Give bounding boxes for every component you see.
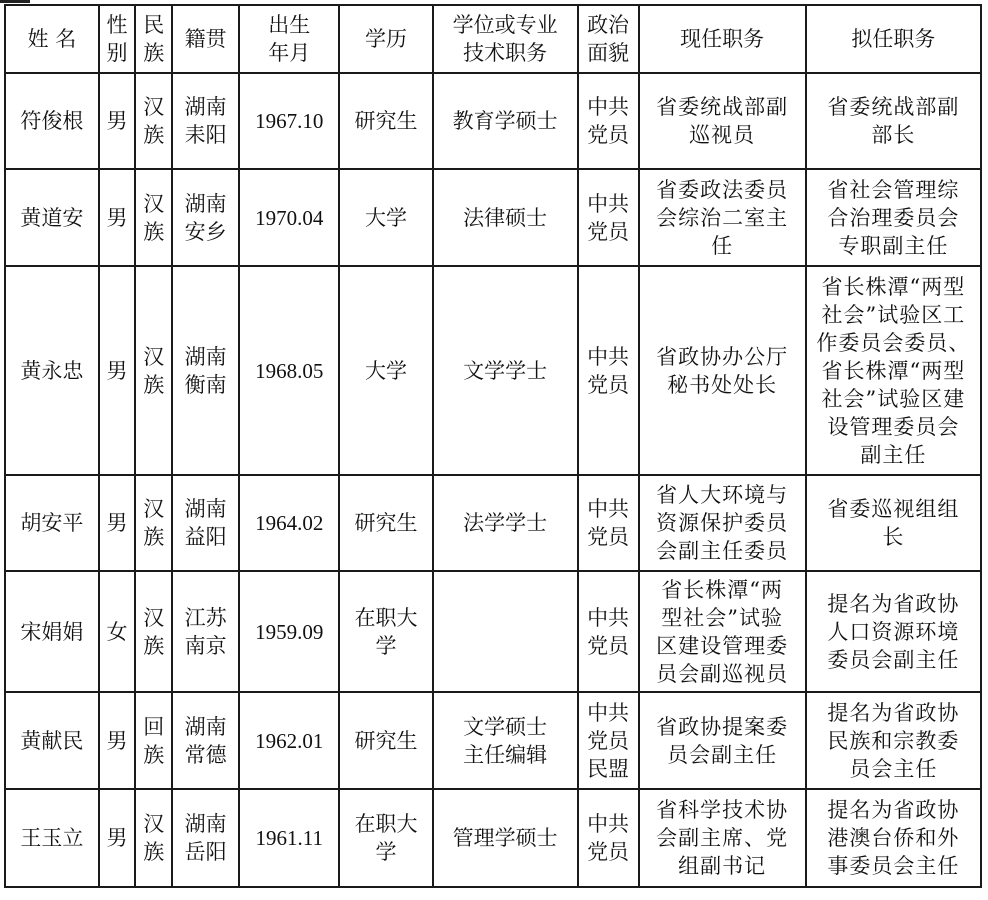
table-row: [5, 73, 981, 169]
cell-name: 黄献民: [5, 692, 99, 789]
cell-degree: 法律硕士: [433, 169, 578, 266]
cell-degree: 法学学士: [433, 475, 578, 571]
cell-native-place: 江苏 南京: [172, 571, 239, 692]
header-education: 学历: [339, 5, 433, 73]
header-row: [5, 5, 981, 73]
cell-gender: 男: [99, 692, 136, 789]
cell-native-place: 湖南 耒阳: [172, 73, 239, 169]
cell-proposed-position: 省委统战部副 部长: [806, 73, 981, 169]
header-current-position: 现任职务: [639, 5, 806, 73]
corner-mark: [0, 0, 30, 3]
cell-gender: 女: [99, 571, 136, 692]
cell-political-status: 中共 党员: [578, 789, 639, 887]
header-political-status: 政治 面貌: [578, 5, 639, 73]
cell-proposed-position: 提名为省政协 民族和宗教委 员会主任: [806, 692, 981, 789]
cell-ethnicity: 汉 族: [135, 169, 172, 266]
cell-native-place: 湖南 益阳: [172, 475, 239, 571]
cell-education: 研究生: [339, 475, 433, 571]
cell-education: 研究生: [339, 73, 433, 169]
cell-birth: 1970.04: [239, 169, 339, 266]
cell-education: 大学: [339, 169, 433, 266]
cell-education: 大学: [339, 266, 433, 475]
cell-proposed-position: 提名为省政协 港澳台侨和外 事委员会主任: [806, 789, 981, 887]
cell-political-status: 中共 党员: [578, 169, 639, 266]
cell-political-status: 中共 党员: [578, 571, 639, 692]
cell-proposed-position: 省长株潭“两型 社会”试验区工 作委员会委员、 省长株潭“两型 社会”试验区建 设管理委员会 副主任: [806, 266, 981, 475]
table-row: [5, 571, 981, 692]
roster-body: [5, 73, 981, 887]
table-row: [5, 692, 981, 789]
cell-native-place: 湖南 衡南: [172, 266, 239, 475]
cell-native-place: 湖南 安乡: [172, 169, 239, 266]
header-ethnicity: 民 族: [135, 5, 172, 73]
cell-political-status: 中共 党员 民盟: [578, 692, 639, 789]
cell-name: 胡安平: [5, 475, 99, 571]
cell-education: 研究生: [339, 692, 433, 789]
cell-current-position: 省政协办公厅 秘书处处长: [639, 266, 806, 475]
cell-birth: 1961.11: [239, 789, 339, 887]
table-row: [5, 475, 981, 571]
cell-gender: 男: [99, 789, 136, 887]
cell-education: 在职大 学: [339, 789, 433, 887]
cell-degree: [433, 571, 578, 692]
cell-birth: 1959.09: [239, 571, 339, 692]
cell-current-position: 省委统战部副 巡视员: [639, 73, 806, 169]
cell-birth: 1968.05: [239, 266, 339, 475]
cell-proposed-position: 提名为省政协 人口资源环境 委员会副主任: [806, 571, 981, 692]
cell-political-status: 中共 党员: [578, 266, 639, 475]
cell-name: 符俊根: [5, 73, 99, 169]
cell-gender: 男: [99, 73, 136, 169]
cell-name: 黄永忠: [5, 266, 99, 475]
header-birth: 出生 年月: [239, 5, 339, 73]
cell-gender: 男: [99, 475, 136, 571]
cell-ethnicity: 汉 族: [135, 266, 172, 475]
header-name: 姓 名: [5, 5, 99, 73]
cell-proposed-position: 省社会管理综 合治理委员会 专职副主任: [806, 169, 981, 266]
cell-degree: 文学硕士 主任编辑: [433, 692, 578, 789]
cell-name: 王玉立: [5, 789, 99, 887]
cell-degree: 文学学士: [433, 266, 578, 475]
header-degree: 学位或专业 技术职务: [433, 5, 578, 73]
cell-education: 在职大 学: [339, 571, 433, 692]
cell-ethnicity: 回 族: [135, 692, 172, 789]
cell-gender: 男: [99, 169, 136, 266]
cell-degree: 管理学硕士: [433, 789, 578, 887]
cell-political-status: 中共 党员: [578, 73, 639, 169]
header-proposed-position: 拟任职务: [806, 5, 981, 73]
table-row: [5, 789, 981, 887]
cell-degree: 教育学硕士: [433, 73, 578, 169]
cell-birth: 1962.01: [239, 692, 339, 789]
cell-birth: 1967.10: [239, 73, 339, 169]
cell-political-status: 中共 党员: [578, 475, 639, 571]
cell-native-place: 湖南 常德: [172, 692, 239, 789]
cadre-roster-table: [4, 4, 982, 888]
cell-current-position: 省人大环境与 资源保护委员 会副主任委员: [639, 475, 806, 571]
cell-gender: 男: [99, 266, 136, 475]
cell-ethnicity: 汉 族: [135, 789, 172, 887]
table-row: [5, 169, 981, 266]
cell-current-position: 省委政法委员 会综治二室主 任: [639, 169, 806, 266]
header-gender: 性 别: [99, 5, 136, 73]
cell-ethnicity: 汉 族: [135, 73, 172, 169]
cell-current-position: 省长株潭“两 型社会”试验 区建设管理委 员会副巡视员: [639, 571, 806, 692]
table-row: [5, 266, 981, 475]
cell-native-place: 湖南 岳阳: [172, 789, 239, 887]
cell-current-position: 省政协提案委 员会副主任: [639, 692, 806, 789]
header-native-place: 籍贯: [172, 5, 239, 73]
cell-birth: 1964.02: [239, 475, 339, 571]
cell-ethnicity: 汉 族: [135, 571, 172, 692]
cell-proposed-position: 省委巡视组组 长: [806, 475, 981, 571]
cell-name: 黄道安: [5, 169, 99, 266]
cell-ethnicity: 汉 族: [135, 475, 172, 571]
cell-name: 宋娟娟: [5, 571, 99, 692]
cell-current-position: 省科学技术协 会副主席、党 组副书记: [639, 789, 806, 887]
